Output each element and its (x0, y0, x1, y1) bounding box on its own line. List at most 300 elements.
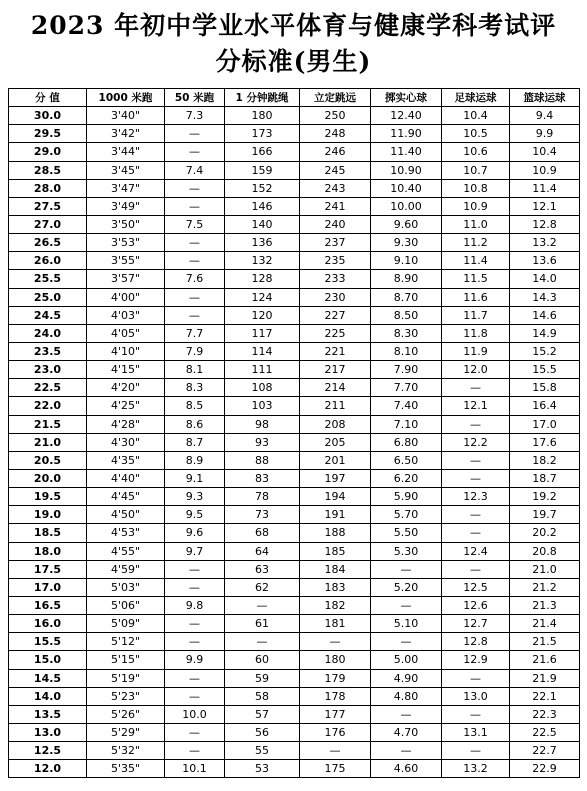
table-cell: 5'12" (87, 633, 165, 651)
table-cell: 10.4 (442, 107, 510, 125)
table-cell: 11.7 (442, 306, 510, 324)
table-cell: — (442, 469, 510, 487)
table-cell: 8.30 (371, 324, 442, 342)
score-cell: 24.0 (9, 324, 87, 342)
table-cell: — (165, 723, 225, 741)
table-cell: 8.70 (371, 288, 442, 306)
table-row (9, 723, 580, 741)
table-cell: 124 (225, 288, 300, 306)
table-cell: 194 (300, 488, 371, 506)
table-cell: 4.90 (371, 669, 442, 687)
table-cell: 181 (300, 615, 371, 633)
table-row (9, 742, 580, 760)
table-cell: 63 (225, 560, 300, 578)
table-cell: 5.00 (371, 651, 442, 669)
score-cell: 19.5 (9, 488, 87, 506)
table-cell: 59 (225, 669, 300, 687)
table-cell: 221 (300, 342, 371, 360)
table-cell: 108 (225, 379, 300, 397)
table-cell: 4'20" (87, 379, 165, 397)
table-cell: 22.9 (510, 760, 580, 778)
table-cell: 8.5 (165, 397, 225, 415)
table-cell: 128 (225, 270, 300, 288)
table-cell: 180 (225, 107, 300, 125)
table-row (9, 415, 580, 433)
table-cell: 15.5 (510, 361, 580, 379)
table-cell: 15.2 (510, 342, 580, 360)
table-cell: 17.6 (510, 433, 580, 451)
table-cell: 17.0 (510, 415, 580, 433)
table-cell: 8.7 (165, 433, 225, 451)
table-cell: 7.10 (371, 415, 442, 433)
table-cell: 5'35" (87, 760, 165, 778)
table-cell: 140 (225, 215, 300, 233)
column-header: 立定跳远 (300, 89, 371, 107)
table-cell: 11.40 (371, 143, 442, 161)
table-row (9, 197, 580, 215)
table-row (9, 633, 580, 651)
table-cell: 5'06" (87, 596, 165, 614)
table-row (9, 342, 580, 360)
table-cell: 58 (225, 687, 300, 705)
score-cell: 29.5 (9, 125, 87, 143)
table-cell: 12.3 (442, 488, 510, 506)
table-cell: 5.90 (371, 488, 442, 506)
score-cell: 19.0 (9, 506, 87, 524)
table-cell: 13.6 (510, 252, 580, 270)
table-cell: 68 (225, 524, 300, 542)
table-cell: 185 (300, 542, 371, 560)
table-cell: 21.2 (510, 578, 580, 596)
table-cell: 21.9 (510, 669, 580, 687)
table-cell: 12.8 (510, 215, 580, 233)
score-cell: 16.5 (9, 596, 87, 614)
table-cell: 5'19" (87, 669, 165, 687)
table-cell: 62 (225, 578, 300, 596)
table-cell: — (371, 596, 442, 614)
table-cell: 7.3 (165, 107, 225, 125)
table-cell: 5'29" (87, 723, 165, 741)
table-cell: 146 (225, 197, 300, 215)
table-cell: 240 (300, 215, 371, 233)
table-cell: 21.0 (510, 560, 580, 578)
table-cell: 22.5 (510, 723, 580, 741)
column-header: 掷实心球 (371, 89, 442, 107)
table-cell: 5.50 (371, 524, 442, 542)
table-cell: 8.10 (371, 342, 442, 360)
table-cell: 233 (300, 270, 371, 288)
table-cell: 9.3 (165, 488, 225, 506)
table-cell: 11.5 (442, 270, 510, 288)
table-row (9, 361, 580, 379)
table-cell: 12.1 (442, 397, 510, 415)
table-cell: 5'23" (87, 687, 165, 705)
table-cell: 5.70 (371, 506, 442, 524)
table-cell: 4.60 (371, 760, 442, 778)
table-cell: — (165, 669, 225, 687)
table-cell: 53 (225, 760, 300, 778)
table-cell: 64 (225, 542, 300, 560)
table-cell: 235 (300, 252, 371, 270)
score-cell: 25.5 (9, 270, 87, 288)
table-cell: 14.3 (510, 288, 580, 306)
table-cell: — (442, 379, 510, 397)
table-cell: 9.1 (165, 469, 225, 487)
table-cell: 4'45" (87, 488, 165, 506)
table-cell: 4'59" (87, 560, 165, 578)
table-cell: 57 (225, 705, 300, 723)
score-cell: 21.5 (9, 415, 87, 433)
table-cell: 7.7 (165, 324, 225, 342)
table-cell: 16.4 (510, 397, 580, 415)
table-row (9, 524, 580, 542)
column-header: 篮球运球 (510, 89, 580, 107)
table-cell: 11.4 (442, 252, 510, 270)
table-cell: 22.1 (510, 687, 580, 705)
table-cell: — (165, 633, 225, 651)
table-row (9, 687, 580, 705)
table-row (9, 161, 580, 179)
table-cell: 3'55" (87, 252, 165, 270)
table-cell: 10.90 (371, 161, 442, 179)
table-cell: 15.8 (510, 379, 580, 397)
table-cell: 10.40 (371, 179, 442, 197)
score-cell: 22.5 (9, 379, 87, 397)
table-cell: 19.7 (510, 506, 580, 524)
table-cell: 9.9 (165, 651, 225, 669)
table-row (9, 324, 580, 342)
score-cell: 18.5 (9, 524, 87, 542)
table-cell: 13.0 (442, 687, 510, 705)
table-cell: 227 (300, 306, 371, 324)
table-cell: 4'28" (87, 415, 165, 433)
table-cell: 10.5 (442, 125, 510, 143)
score-cell: 13.0 (9, 723, 87, 741)
table-cell: 4'30" (87, 433, 165, 451)
table-cell: 20.2 (510, 524, 580, 542)
table-row (9, 234, 580, 252)
table-cell: 8.6 (165, 415, 225, 433)
table-cell: 237 (300, 234, 371, 252)
table-cell: 4.70 (371, 723, 442, 741)
table-cell: 230 (300, 288, 371, 306)
table-cell: 14.9 (510, 324, 580, 342)
table-cell: 4'05" (87, 324, 165, 342)
table-row (9, 669, 580, 687)
table-cell: 4'35" (87, 451, 165, 469)
table-cell: 159 (225, 161, 300, 179)
table-cell: 12.7 (442, 615, 510, 633)
score-cell: 14.5 (9, 669, 87, 687)
score-cell: 26.0 (9, 252, 87, 270)
table-cell: 177 (300, 705, 371, 723)
score-cell: 20.5 (9, 451, 87, 469)
table-cell: 205 (300, 433, 371, 451)
score-cell: 26.5 (9, 234, 87, 252)
table-cell: 11.0 (442, 215, 510, 233)
score-cell: 23.0 (9, 361, 87, 379)
table-cell: — (165, 197, 225, 215)
table-cell: — (442, 669, 510, 687)
table-cell: 93 (225, 433, 300, 451)
table-cell: 179 (300, 669, 371, 687)
table-cell: — (300, 633, 371, 651)
table-cell: 78 (225, 488, 300, 506)
page-title: 2023 年初中学业水平体育与健康学科考试评 (30, 11, 557, 40)
table-row (9, 107, 580, 125)
table-cell: 191 (300, 506, 371, 524)
table-cell: 3'45" (87, 161, 165, 179)
table-row (9, 306, 580, 324)
table-cell: 180 (300, 651, 371, 669)
table-cell: 5'09" (87, 615, 165, 633)
table-row (9, 215, 580, 233)
table-cell: — (371, 742, 442, 760)
table-row (9, 179, 580, 197)
table-cell: 7.90 (371, 361, 442, 379)
table-cell: 10.9 (510, 161, 580, 179)
table-cell: 3'49" (87, 197, 165, 215)
table-cell: 4'50" (87, 506, 165, 524)
table-cell: 12.1 (510, 197, 580, 215)
table-cell: 208 (300, 415, 371, 433)
score-cell: 23.5 (9, 342, 87, 360)
table-cell: 18.2 (510, 451, 580, 469)
table-cell: 5'03" (87, 578, 165, 596)
score-cell: 27.0 (9, 215, 87, 233)
table-cell: 13.1 (442, 723, 510, 741)
table-cell: — (165, 687, 225, 705)
table-cell: 22.3 (510, 705, 580, 723)
table-cell: 12.0 (442, 361, 510, 379)
table-row (9, 506, 580, 524)
table-cell: 11.2 (442, 234, 510, 252)
table-cell: 22.7 (510, 742, 580, 760)
table-cell: 217 (300, 361, 371, 379)
table-cell: — (165, 234, 225, 252)
table-cell: — (165, 560, 225, 578)
score-cell: 18.0 (9, 542, 87, 560)
table-cell: — (442, 415, 510, 433)
column-header: 1000 米跑 (87, 89, 165, 107)
table-cell: 4'03" (87, 306, 165, 324)
table-cell: 3'42" (87, 125, 165, 143)
table-cell: 12.4 (442, 542, 510, 560)
table-cell: 20.8 (510, 542, 580, 560)
score-cell: 21.0 (9, 433, 87, 451)
table-cell: — (442, 451, 510, 469)
table-cell: 4'10" (87, 342, 165, 360)
table-cell: 117 (225, 324, 300, 342)
score-cell: 15.0 (9, 651, 87, 669)
table-cell: 8.9 (165, 451, 225, 469)
table-cell: 10.00 (371, 197, 442, 215)
table-cell: — (165, 288, 225, 306)
table-header-row (9, 89, 580, 107)
table-cell: 13.2 (510, 234, 580, 252)
table-row (9, 542, 580, 560)
score-cell: 27.5 (9, 197, 87, 215)
table-cell: 55 (225, 742, 300, 760)
table-cell: — (442, 742, 510, 760)
table-cell: 21.4 (510, 615, 580, 633)
table-cell: 166 (225, 143, 300, 161)
table-cell: — (225, 596, 300, 614)
table-cell: 6.50 (371, 451, 442, 469)
table-cell: 18.7 (510, 469, 580, 487)
table-cell: 178 (300, 687, 371, 705)
table-cell: 7.5 (165, 215, 225, 233)
table-cell: — (165, 125, 225, 143)
table-cell: 5.10 (371, 615, 442, 633)
table-cell: 3'57" (87, 270, 165, 288)
table-cell: 11.90 (371, 125, 442, 143)
table-row (9, 615, 580, 633)
table-cell: 243 (300, 179, 371, 197)
table-cell: 10.7 (442, 161, 510, 179)
table-cell: 4'15" (87, 361, 165, 379)
score-cell: 28.5 (9, 161, 87, 179)
table-cell: 12.9 (442, 651, 510, 669)
score-cell: 17.0 (9, 578, 87, 596)
score-cell: 30.0 (9, 107, 87, 125)
table-cell: 9.9 (510, 125, 580, 143)
table-cell: — (165, 179, 225, 197)
column-header: 分 值 (9, 89, 87, 107)
table-cell: 173 (225, 125, 300, 143)
table-cell: — (371, 633, 442, 651)
table-row (9, 288, 580, 306)
table-cell: 83 (225, 469, 300, 487)
table-cell: 250 (300, 107, 371, 125)
table-cell: — (165, 143, 225, 161)
table-cell: 246 (300, 143, 371, 161)
table-cell: 4'00" (87, 288, 165, 306)
scoring-table (8, 88, 580, 778)
table-row (9, 578, 580, 596)
table-cell: 182 (300, 596, 371, 614)
table-cell: 4'53" (87, 524, 165, 542)
table-row (9, 270, 580, 288)
table-cell: 9.10 (371, 252, 442, 270)
table-cell: 136 (225, 234, 300, 252)
table-cell: — (165, 615, 225, 633)
table-cell: 4'25" (87, 397, 165, 415)
table-cell: 88 (225, 451, 300, 469)
score-cell: 15.5 (9, 633, 87, 651)
table-cell: 184 (300, 560, 371, 578)
table-cell: 10.1 (165, 760, 225, 778)
score-cell: 25.0 (9, 288, 87, 306)
table-cell: 4.80 (371, 687, 442, 705)
table-cell: 21.6 (510, 651, 580, 669)
table-row (9, 760, 580, 778)
table-row (9, 397, 580, 415)
table-cell: 60 (225, 651, 300, 669)
table-cell: 152 (225, 179, 300, 197)
table-cell: 188 (300, 524, 371, 542)
table-cell: 183 (300, 578, 371, 596)
score-cell: 14.0 (9, 687, 87, 705)
table-row (9, 560, 580, 578)
table-cell: 3'50" (87, 215, 165, 233)
table-cell: 111 (225, 361, 300, 379)
table-cell: 12.2 (442, 433, 510, 451)
score-cell: 29.0 (9, 143, 87, 161)
table-cell: 245 (300, 161, 371, 179)
table-row (9, 651, 580, 669)
table-cell: 61 (225, 615, 300, 633)
table-cell: 201 (300, 451, 371, 469)
table-cell: 6.20 (371, 469, 442, 487)
page-subtitle: 分标准(男生) (215, 47, 372, 76)
table-cell: 8.3 (165, 379, 225, 397)
table-cell: — (371, 705, 442, 723)
table-cell: 12.6 (442, 596, 510, 614)
table-cell: — (371, 560, 442, 578)
table-row (9, 143, 580, 161)
table-cell: 73 (225, 506, 300, 524)
score-cell: 12.5 (9, 742, 87, 760)
table-cell: 5'32" (87, 742, 165, 760)
table-cell: 3'53" (87, 234, 165, 252)
table-row (9, 451, 580, 469)
table-cell: — (300, 742, 371, 760)
table-cell: 5.30 (371, 542, 442, 560)
table-cell: 114 (225, 342, 300, 360)
table-cell: 176 (300, 723, 371, 741)
table-cell: 12.40 (371, 107, 442, 125)
table-cell: 11.4 (510, 179, 580, 197)
table-cell: 9.7 (165, 542, 225, 560)
table-cell: 9.5 (165, 506, 225, 524)
table-row (9, 433, 580, 451)
score-cell: 13.5 (9, 705, 87, 723)
column-header: 50 米跑 (165, 89, 225, 107)
table-cell: 120 (225, 306, 300, 324)
table-cell: 132 (225, 252, 300, 270)
table-cell: 9.30 (371, 234, 442, 252)
table-cell: 7.9 (165, 342, 225, 360)
table-cell: — (225, 633, 300, 651)
score-cell: 20.0 (9, 469, 87, 487)
table-cell: 11.8 (442, 324, 510, 342)
table-cell: — (165, 306, 225, 324)
table-cell: — (442, 705, 510, 723)
score-cell: 16.0 (9, 615, 87, 633)
table-body (9, 107, 580, 778)
table-cell: 3'44" (87, 143, 165, 161)
table-cell: 21.3 (510, 596, 580, 614)
table-cell: — (165, 742, 225, 760)
table-cell: 103 (225, 397, 300, 415)
table-cell: 8.50 (371, 306, 442, 324)
column-header: 1 分钟跳绳 (225, 89, 300, 107)
table-cell: 4'40" (87, 469, 165, 487)
score-cell: 22.0 (9, 397, 87, 415)
table-cell: 5.20 (371, 578, 442, 596)
table-cell: 9.6 (165, 524, 225, 542)
table-cell: 5'15" (87, 651, 165, 669)
table-cell: 7.40 (371, 397, 442, 415)
table-cell: 241 (300, 197, 371, 215)
table-cell: 19.2 (510, 488, 580, 506)
table-row (9, 705, 580, 723)
table-cell: 56 (225, 723, 300, 741)
table-cell: 10.6 (442, 143, 510, 161)
table-cell: 9.8 (165, 596, 225, 614)
table-cell: — (442, 506, 510, 524)
